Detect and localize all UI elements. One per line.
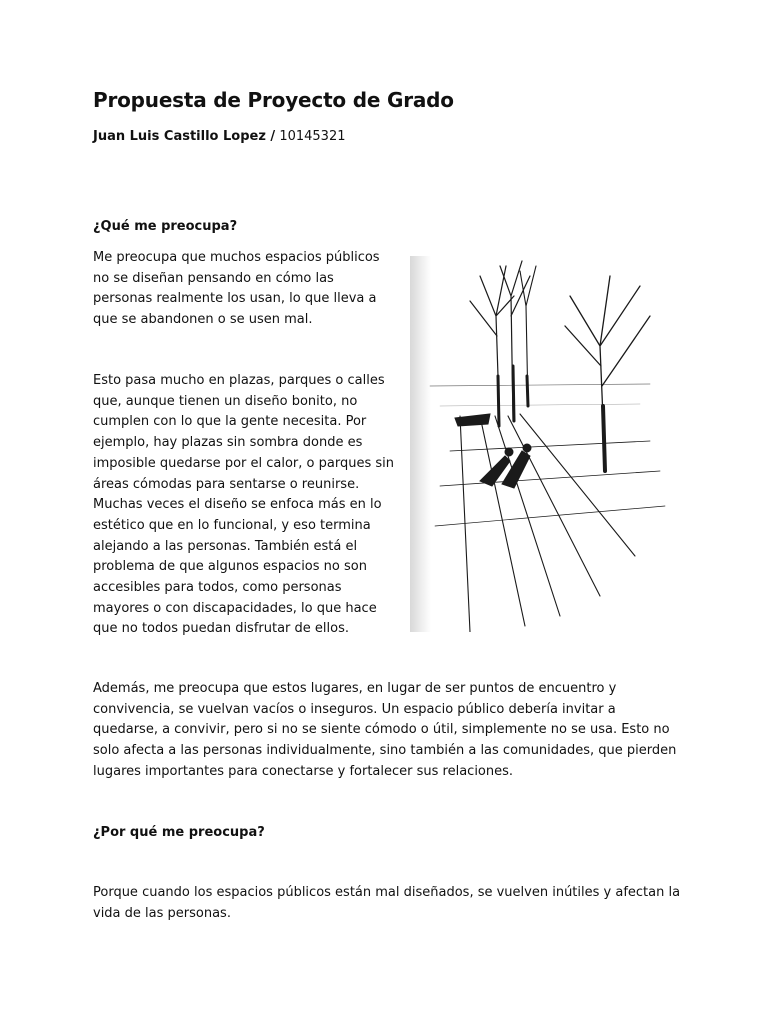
paragraph-intro: Me preocupa que muchos espacios públicos no se diseñan pensando en cómo las personas realmente los usan, lo que lleva a que se abandonen o se usen mal.	[93, 250, 380, 328]
section-heading-why: ¿Por qué me preocupa?	[93, 825, 265, 840]
author-name: Juan Luis Castillo Lopez /	[93, 129, 276, 144]
public-space-sketch	[410, 256, 670, 632]
document-title: Propuesta de Proyecto de Grado	[93, 88, 454, 112]
paragraph-examples: Esto pasa mucho en plazas, parques o calles que, aunque tienen un diseño bonito, no cumplen con lo que la gente necesita. Por ejemplo, hay plazas sin sombra donde es imposible quedarse por el calor, o parques sin áreas cómodas para sentarse o reunirse. Muchas veces el diseño se enfoca más en lo estético que en lo funcional, y eso termina alejando a las personas. También está el problema de que algunos espacios no son accesibles para todos, como personas mayores o con discapacidades, lo que hace que no todos puedan disfrutar de ellos.	[93, 373, 394, 637]
author-line	[93, 129, 345, 144]
section-heading-concern: ¿Qué me preocupa?	[93, 219, 238, 234]
paragraph-concern-details: Además, me preocupa que estos lugares, en lugar de ser puntos de encuentro y convivencia, se vuelvan vacíos o inseguros. Un espacio público debería invitar a quedarse, a convivir, pero si no se siente cómodo o útil, simplemente no se usa. Esto no solo afecta a las personas individualmente, sino también a las comunidades, que pierden lugares importantes para conectarse y fortalecer sus relaciones.	[93, 681, 677, 779]
student-id: 10145321	[279, 129, 346, 144]
paragraph-why: Porque cuando los espacios públicos están mal diseñados, se vuelven inútiles y afectan la vida de las personas.	[93, 885, 681, 921]
